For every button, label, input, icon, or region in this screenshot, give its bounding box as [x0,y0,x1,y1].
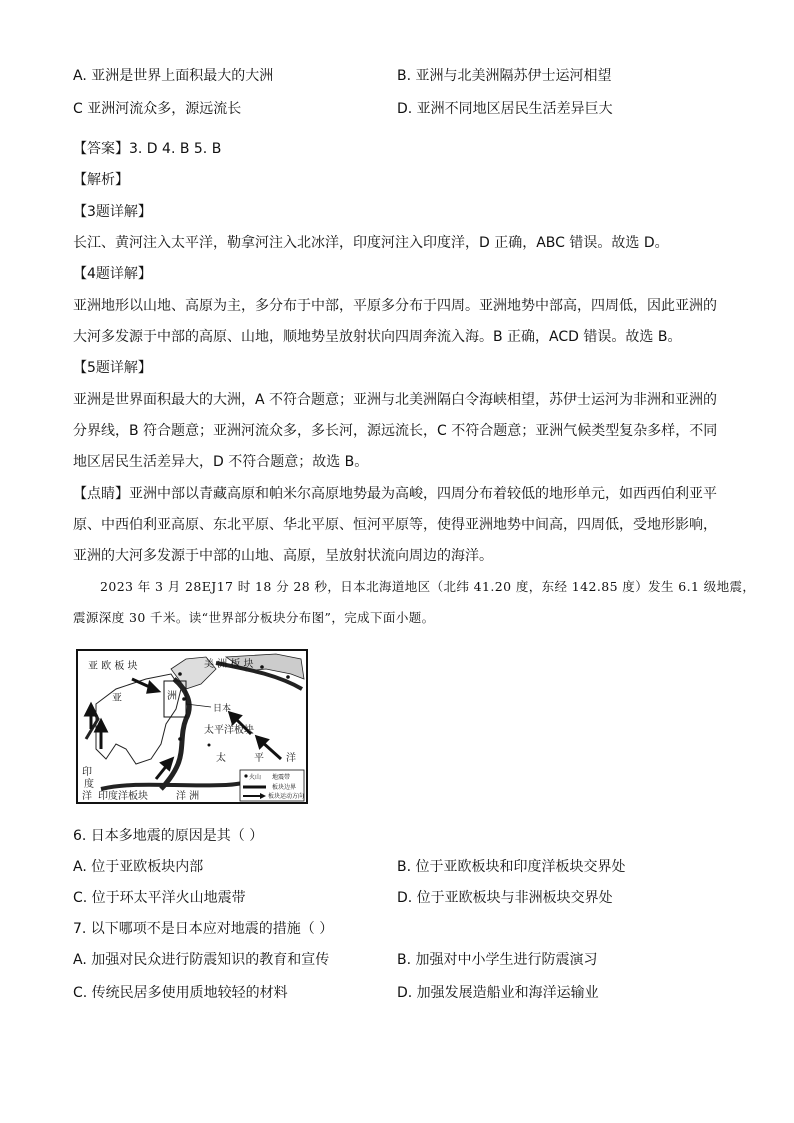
legend-motion: 板块运动方向 [268,793,305,800]
label-america: 美 洲 板 块 [204,659,254,670]
legend-quake: 地震带 [272,774,291,781]
analysis-label: 【解析】 [73,172,129,188]
label-pacific-plate: 太平洋板块 [204,725,254,736]
legend-boundary: 板块边界 [272,784,297,791]
q6-option-c[interactable]: C. 位于环太平洋火山地震带 [73,890,246,906]
q3-text: 长江、黄河注入太平洋，勒拿河注入北冰洋，印度河注入印度洋，D 正确，ABC 错误。故选 D。 [73,235,669,251]
q6-stem: 6. 日本多地震的原因是其（ ） [73,828,264,844]
q7-option-b[interactable]: B. 加强对中小学生进行防震演习 [397,952,598,968]
q5-line2: 分界线，B 符合题意；亚洲河流众多，多长河，源远流长，C 不符合题意；亚洲气候类型复杂多样，不同 [73,423,718,439]
q3-title: 【3题详解】 [73,204,152,220]
label-eurasia: 亚 欧 板 块 [88,661,138,672]
label-asia-ya: 亚 [112,693,122,704]
label-pacific-tai: 太 [216,753,226,764]
label-pacific-yang: 洋 [286,753,296,764]
q5-title: 【5题详解】 [73,360,152,376]
tip-line3: 亚洲的大河多发源于中部的山地、高原，呈放射状流向周边的海洋。 [73,548,493,564]
q6-option-a[interactable]: A. 位于亚欧板块内部 [73,859,204,875]
plate-map [76,649,308,804]
tip-line2: 原、中西伯利亚高原、东北平原、华北平原、恒河平原等，使得亚洲地势中间高，四周低，受地形影响， [73,517,717,533]
tip-line1: 【点睛】亚洲中部以青藏高原和帕米尔高原地势最为高峻，四周分布着较低的地形单元，如西西伯利亚平 [73,486,717,502]
q7-option-c[interactable]: C. 传统民居多使用质地较轻的材料 [73,985,288,1001]
intro-line2: 震源深度 30 千米。读“世界部分板块分布图”，完成下面小题。 [73,610,435,625]
q7-option-d[interactable]: D. 加强发展造船业和海洋运输业 [397,985,599,1001]
option-b-prev: B. 亚洲与北美洲隔苏伊士运河相望 [397,68,612,84]
q4-title: 【4题详解】 [73,266,152,282]
q5-line1: 亚洲是世界面积最大的大洲，A 不符合题意；亚洲与北美洲隔白令海峡相望，苏伊士运河为非洲和亚洲的 [73,392,718,408]
q7-option-a[interactable]: A. 加强对民众进行防震知识的教育和宣传 [73,952,330,968]
option-d-prev: D. 亚洲不同地区居民生活差异巨大 [397,101,613,117]
legend-volcano-icon [244,774,247,777]
label-indian-yang: 洋 [82,791,92,802]
label-indian-yin: 印 [82,767,92,778]
answer-line: 【答案】3. D 4. B 5. B [73,141,222,157]
option-c-prev: C 亚洲河流众多，源远流长 [73,101,242,117]
label-indian-du: 度 [84,779,94,790]
label-indian-plate: 印度洋板块 [98,791,148,802]
intro-line1: 2023 年 3 月 28EJ17 时 18 分 28 秒，日本北海道地区（北纬 41.20 度，东经 142.85 度）发生 6.1 级地震， [100,579,756,594]
option-a-prev: A. 亚洲是世界上面积最大的大洲 [73,68,274,84]
label-pacific-ping: 平 [254,753,264,764]
legend-volcano: 火山 [249,774,262,781]
q7-stem: 7. 以下哪项不是日本应对地震的措施（ ） [73,921,334,937]
q5-line3: 地区居民生活差异大，D 不符合题意；故选 B。 [73,454,369,470]
q6-option-b[interactable]: B. 位于亚欧板块和印度洋板块交界处 [397,859,626,875]
map-legend [240,770,304,801]
q4-line1: 亚洲地形以山地、高原为主，多分布于中部，平原多分布于四周。亚洲地势中部高，四周低，因此亚洲的 [73,298,717,314]
q4-line2: 大河多发源于中部的高原、山地，顺地势呈放射状向四周奔流入海。B 正确，ACD 错误。故选 B。 [73,329,682,345]
label-japan: 日本 [213,704,232,714]
label-oceania: 洋 洲 [176,791,200,802]
q6-option-d[interactable]: D. 位于亚欧板块与非洲板块交界处 [397,890,613,906]
label-asia-zhou: 洲 [167,691,177,702]
